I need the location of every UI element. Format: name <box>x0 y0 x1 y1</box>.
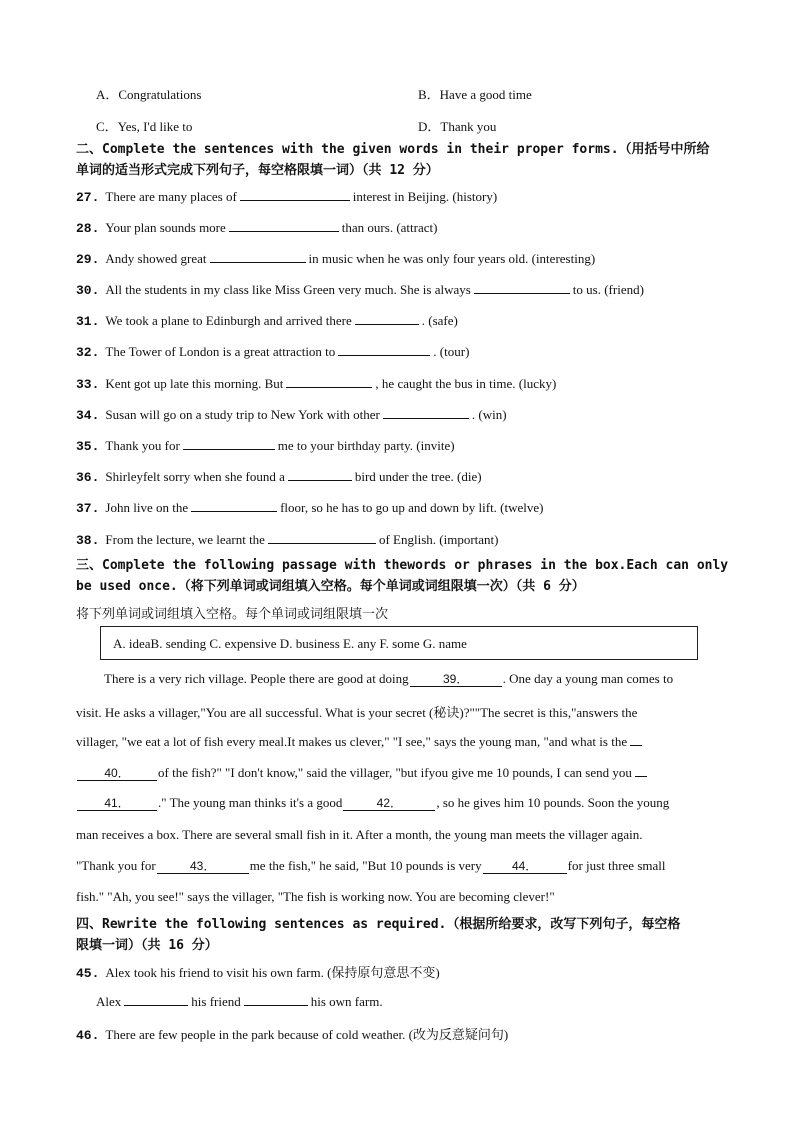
answer-line-text: his own farm. <box>310 994 383 1009</box>
question-number: 38. <box>76 533 100 548</box>
passage-blank-44[interactable]: 44． <box>483 860 567 874</box>
question-text: bird under the tree. (die) <box>354 469 482 484</box>
question-text: There are few people in the park because of cold weather. (改为反意疑问句) <box>105 1027 509 1042</box>
answer-blank[interactable] <box>240 188 350 201</box>
question-number: 29. <box>76 252 100 267</box>
question-text: Kent got up late this morning. But <box>105 376 284 391</box>
answer-line-text: Alex <box>96 994 122 1009</box>
passage-line-6 <box>76 827 756 843</box>
passage-text: for just three small <box>567 858 666 873</box>
question-text: . (win) <box>471 407 507 422</box>
question-text: Thank you for <box>105 438 180 453</box>
answer-blank[interactable] <box>288 468 352 481</box>
passage-blank-42[interactable]: 42． <box>343 797 435 811</box>
section3-instruction: 将下列单词或词组填入空格。每个单词或词组限填一次 <box>76 606 389 621</box>
question-45 <box>76 962 756 981</box>
passage-text: ." The young man thinks it's a good <box>158 795 343 810</box>
question-45-answer-line <box>96 993 776 1010</box>
answer-blank <box>635 764 647 777</box>
question-number: 46. <box>76 1028 100 1043</box>
answer-blank[interactable] <box>183 437 275 450</box>
option-a: A．Congratulations <box>96 87 202 102</box>
answer-blank[interactable] <box>355 312 419 325</box>
answer-blank[interactable] <box>383 406 469 419</box>
question-number: 36. <box>76 470 100 485</box>
question-number: 27. <box>76 190 100 205</box>
answer-blank[interactable] <box>268 531 376 544</box>
answer-blank[interactable] <box>124 993 188 1006</box>
answer-blank <box>630 733 642 746</box>
question-number: 37. <box>76 501 100 516</box>
section4-title-line2: 限填一词）（共 16 分） <box>76 938 218 953</box>
passage-blank-41[interactable]: 41． <box>77 797 157 811</box>
question-number: 33. <box>76 377 100 392</box>
question-text: of English. (important) <box>378 532 499 547</box>
answer-blank[interactable] <box>229 219 339 232</box>
question-text: We took a plane to Edinburgh and arrived there <box>105 313 352 328</box>
question-35 <box>76 437 756 454</box>
passage-text: . One day a young man comes to <box>502 671 674 686</box>
section2-title-line2: 单词的适当形式完成下列句子，每空格限填一词）（共 12 分） <box>76 163 439 178</box>
question-28 <box>76 219 756 236</box>
question-text: me to your birthday party. (invite) <box>277 438 455 453</box>
question-text: From the lecture, we learnt the <box>105 532 265 547</box>
question-34 <box>76 406 756 423</box>
passage-line-8 <box>76 889 756 905</box>
passage-blank-40[interactable]: 40． <box>77 767 157 781</box>
passage-text: There is a very rich village. People there are good at doing <box>104 671 409 686</box>
passage-line-2 <box>76 702 756 721</box>
question-text: Your plan sounds more <box>105 220 226 235</box>
passage-blank-39[interactable]: 39． <box>410 673 502 687</box>
answer-blank[interactable] <box>474 281 570 294</box>
question-text: interest in Beijing. (history) <box>352 189 498 204</box>
question-number: 31. <box>76 314 100 329</box>
option-b: B．Have a good time <box>418 87 532 102</box>
question-number: 32. <box>76 345 100 360</box>
question-46 <box>76 1024 756 1043</box>
question-text: , he caught the bus in time. (lucky) <box>375 376 557 391</box>
question-text: Andy showed great <box>105 251 207 266</box>
answer-blank[interactable] <box>286 375 372 388</box>
section4-title-line1: 四、Rewrite the following sentences as required.（根据所给要求，改写下列句子，每空格 <box>76 917 681 932</box>
word-box <box>100 626 698 660</box>
question-text: . (tour) <box>433 344 470 359</box>
question-number: 45. <box>76 966 100 981</box>
word-box-options: A. ideaB. sending C. expensive D. business E. any F. some G. name <box>113 636 467 651</box>
passage-blank-43[interactable]: 43． <box>157 860 249 874</box>
section3-title <box>76 555 752 597</box>
passage-line-5 <box>76 795 756 811</box>
question-text: in music when he was only four years old. (interesting) <box>308 251 596 266</box>
question-text: Susan will go on a study trip to New York with other <box>105 407 380 422</box>
option-d: D．Thank you <box>418 119 497 134</box>
section3-title-line1: 三、Complete the following passage with thewords or phrases in the box.Each can only <box>76 558 729 573</box>
question-27 <box>76 188 756 205</box>
question-31 <box>76 312 756 329</box>
question-text: Alex took his friend to visit his own farm. (保持原句意思不变) <box>105 965 440 980</box>
passage-text: me the fish," he said, "But 10 pounds is very <box>249 858 482 873</box>
passage-text: fish." "Ah, you see!" says the villager, "The fish is working now. You are becoming clever!" <box>76 889 555 904</box>
section4-title <box>76 914 752 956</box>
question-text: . (safe) <box>421 313 458 328</box>
option-c: C．Yes, I'd like to <box>96 119 193 134</box>
question-text: John live on the <box>105 500 189 515</box>
question-33 <box>76 375 756 392</box>
answer-line-text: his friend <box>191 994 241 1009</box>
passage-text: visit. He asks a villager,"You are all successful. What is your secret (秘诀)?""The secret is this,"answers the <box>76 705 638 720</box>
question-text: There are many places of <box>105 189 237 204</box>
passage-text: "Thank you for <box>76 858 156 873</box>
answer-blank[interactable] <box>338 343 430 356</box>
question-number: 30. <box>76 283 100 298</box>
question-29 <box>76 250 756 267</box>
passage-line-4 <box>76 764 756 781</box>
question-30 <box>76 281 756 298</box>
answer-blank[interactable] <box>210 250 306 263</box>
question-number: 28. <box>76 221 100 236</box>
question-text: floor, so he has to go up and down by lift. (twelve) <box>280 500 544 515</box>
section2-title-line1: 二、Complete the sentences with the given words in their proper forms.（用括号中所给 <box>76 142 710 157</box>
question-text: Shirleyfelt sorry when she found a <box>105 469 285 484</box>
passage-line-1 <box>76 671 784 687</box>
answer-blank[interactable] <box>191 499 277 512</box>
question-number: 34. <box>76 408 100 423</box>
question-32 <box>76 343 756 360</box>
question-number: 35. <box>76 439 100 454</box>
section2-title <box>76 139 752 181</box>
passage-text: man receives a box. There are several small fish in it. After a month, the young man meets the villager again. <box>76 827 643 842</box>
question-text: The Tower of London is a great attraction to <box>105 344 336 359</box>
section3-title-line2: be used once.（将下列单词或词组填入空格。每个单词或词组限填一次）（共 6 分） <box>76 579 585 594</box>
question-36 <box>76 468 756 485</box>
question-text: to us. (friend) <box>572 282 644 297</box>
question-38 <box>76 531 756 548</box>
answer-blank[interactable] <box>244 993 308 1006</box>
passage-line-3 <box>76 733 756 750</box>
question-37 <box>76 499 756 516</box>
question-text: than ours. (attract) <box>341 220 438 235</box>
passage-text: , so he gives him 10 pounds. Soon the young <box>436 795 670 810</box>
passage-text: villager, "we eat a lot of fish every meal.It makes us clever," "I see," says the young man, "and what is the <box>76 734 628 749</box>
question-text: All the students in my class like Miss Green very much. She is always <box>105 282 471 297</box>
passage-line-7 <box>76 858 756 874</box>
passage-text: of the fish?" "I don't know," said the villager, "but ifyou give me 10 pounds, I can send you <box>158 765 632 780</box>
